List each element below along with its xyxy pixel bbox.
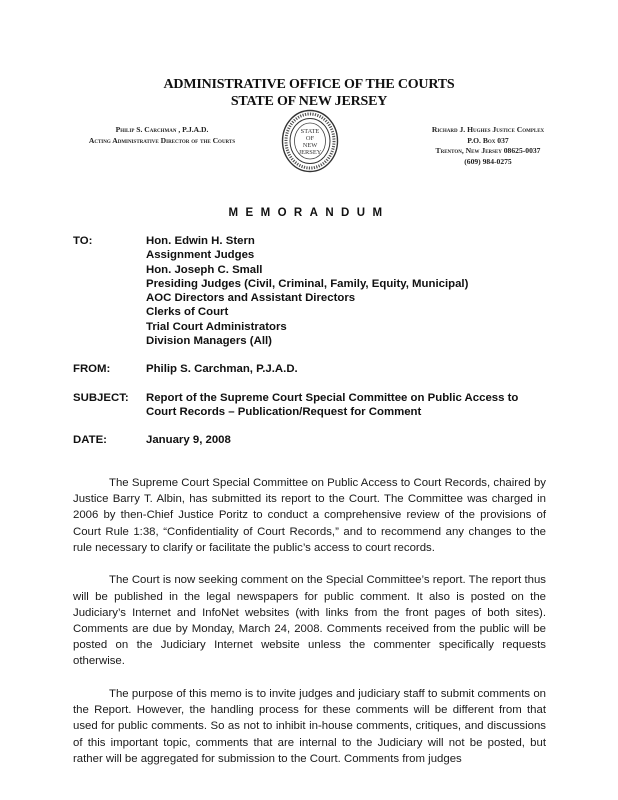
body-paragraph: The Court is now seeking comment on the Special Committee’s report. The report thus will be published in the legal newspapers for public comment. It also is posted on the Judiciary’s Internet and InfoNet websites (with links from the front pages of both sites). Comments are due by Monday, March 24, 2008. Comments received from the public will be posted on the Judiciary Internet website unless the commenter specifically requests otherwise. (73, 574, 546, 668)
subject-line: Court Records – Publication/Request for Comment (146, 405, 422, 418)
svg-text:OF: OF (305, 135, 315, 142)
recipient: Hon. Joseph C. Small (146, 263, 263, 276)
recipient: Trial Court Administrators (146, 320, 287, 333)
letterhead-title (0, 76, 618, 110)
recipient: Assignment Judges (146, 249, 255, 262)
address-city: Trenton, New Jersey 08625-0037 (435, 146, 541, 155)
subject-line: Report of the Supreme Court Special Committee on Public Access to (146, 391, 519, 404)
director-block (62, 125, 262, 146)
subject-label: SUBJECT: (73, 391, 129, 404)
memo-body (73, 475, 546, 783)
memo-heading: MEMORANDUM (228, 207, 390, 219)
from-value: Philip S. Carchman, P.J.A.D. (146, 363, 298, 376)
svg-text:STATE: STATE (300, 128, 320, 135)
body-paragraph: The purpose of this memo is to invite judges and judiciary staff to submit comments on the Report. However, the handling process for these comments will be different from that used for public comments. So as not to inhibit in-house comments, critiques, and discussions of this important topic, comments that are internal to the Judiciary will not be posted, but rather will be aggregated for submission to the Court. Comments from judges (73, 688, 546, 765)
memo-fields (73, 234, 553, 462)
address-phone: (609) 984-0275 (464, 156, 512, 166)
recipient: AOC Directors and Assistant Directors (146, 292, 356, 305)
director-role: Acting Administrative Director of the Courts (88, 135, 236, 145)
recipient: Hon. Edwin H. Stern (146, 235, 255, 247)
office-name: ADMINISTRATIVE OFFICE OF THE COURTS (163, 77, 455, 92)
svg-text:JERSEY: JERSEY (298, 149, 322, 156)
recipient: Division Managers (All) (146, 335, 272, 348)
subject-value (146, 391, 553, 420)
address-pobox: P.O. Box 037 (467, 135, 509, 145)
recipient: Presiding Judges (Civil, Criminal, Family, Equity, Municipal) (146, 277, 469, 290)
from-field (73, 362, 553, 376)
address-block (418, 125, 558, 167)
date-field (73, 433, 553, 447)
recipient: Clerks of Court (146, 306, 229, 319)
director-name: Philip S. Carchman , P.J.A.D. (115, 125, 209, 134)
to-field (73, 234, 553, 348)
to-recipients (146, 234, 553, 348)
address-building: Richard J. Hughes Justice Complex (431, 125, 545, 134)
svg-text:NEW: NEW (302, 142, 318, 149)
subject-field (73, 391, 553, 420)
date-label: DATE: (73, 434, 107, 447)
date-value: January 9, 2008 (146, 434, 231, 447)
to-label: TO: (73, 235, 93, 247)
body-paragraph: The Supreme Court Special Committee on Public Access to Court Records, chaired by Justice Barry T. Albin, has submitted its report to the Court. The Committee was charged in 2006 by then-Chief Justice Poritz to conduct a comprehensive review of the provisions of Court Rule 1:38, “Confidentiality of Court Records,” and to recommend any changes to the rule necessary to clarify or facilitate the public’s access to court records. (73, 477, 546, 554)
from-label: FROM: (73, 363, 111, 376)
state-name: STATE OF NEW JERSEY (230, 94, 388, 109)
state-seal-icon (281, 109, 339, 173)
